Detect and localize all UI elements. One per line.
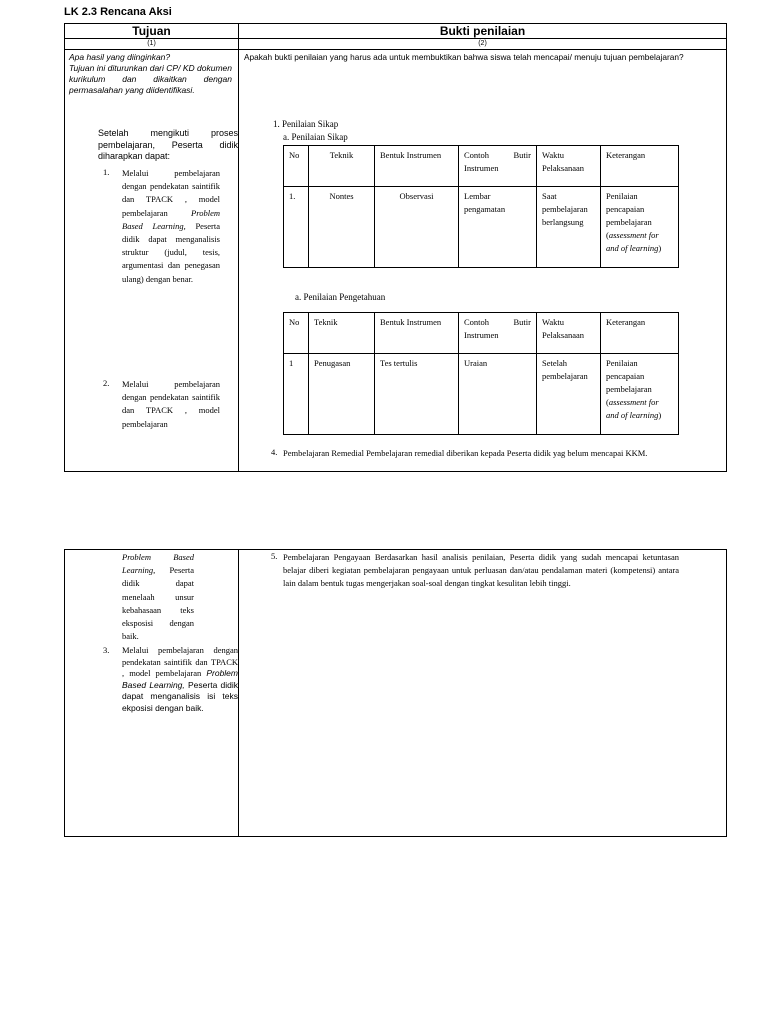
section-1a-heading: a. Penilaian Sikap	[283, 132, 348, 142]
pengetahuan-header-bentuk: Bentuk Instrumen	[375, 313, 459, 354]
pengetahuan-no: 1	[284, 354, 309, 435]
sikap-header-no: No	[284, 146, 309, 187]
item-3-model: Problem Based Learning,	[122, 668, 238, 690]
sikap-header-ket: Keterangan	[601, 146, 679, 187]
item-2-rest: , Peserta didik dapat menelaah unsur kebahasaan teks eksposisi dengan baik.	[122, 565, 194, 642]
item-1-rest: , Peserta didik dapat menganalisis struktur (judul, tesis, argumentasi dan penegasan ulang) dengan benar.	[122, 220, 220, 284]
item-5-marker: 5.	[271, 551, 278, 561]
sikap-no: 1.	[284, 187, 309, 268]
pengetahuan-header-teknik: Teknik	[309, 313, 375, 354]
sikap-ket-close: )	[658, 243, 662, 253]
sikap-header-bentuk: Bentuk Instrumen	[375, 146, 459, 187]
bukti-question: Apakah bukti penilaian yang harus ada untuk membuktikan bahwa siswa telah mencapai/ menuju tujuan pembelajaran?	[244, 52, 684, 62]
sikap-teknik: Nontes	[309, 187, 375, 268]
action-plan-table-continued	[64, 549, 727, 837]
pengetahuan-header-contoh: Contoh Butir Instrumen	[459, 313, 537, 354]
tujuan-cell-continued	[65, 550, 239, 837]
bukti-cell-continued	[239, 550, 727, 837]
pengetahuan-row	[284, 354, 679, 435]
pengetahuan-ket-italic: assessment for and of learning	[606, 397, 659, 420]
sikap-row	[284, 187, 679, 268]
tujuan-cell	[65, 50, 239, 472]
sikap-header-teknik: Teknik	[309, 146, 375, 187]
item-1-marker: 1.	[103, 167, 110, 177]
pengetahuan-waktu: Setelah pembelajaran	[537, 354, 601, 435]
pengetahuan-table	[283, 312, 679, 435]
item-1-model: Problem Based Learning	[122, 207, 220, 231]
sikap-ket-italic: assessment for and of learning	[606, 230, 659, 253]
column-number-1: (1)	[65, 39, 239, 50]
header-bukti-penilaian: Bukti penilaian	[239, 24, 727, 39]
section-1-heading: 1. Penilaian Sikap	[273, 119, 339, 129]
pengetahuan-contoh: Uraian	[459, 354, 537, 435]
sikap-bentuk: Observasi	[375, 187, 459, 268]
sikap-table	[283, 145, 679, 268]
sikap-waktu: Saat pembelajaran berlangsung	[537, 187, 601, 268]
pengetahuan-ket-close: )	[658, 410, 662, 420]
pengetahuan-teknik: Penugasan	[309, 354, 375, 435]
item-3-text: Melalui pembelajaran dengan pendekatan saintifik dan TPACK , model pembelajaran	[122, 645, 238, 679]
action-plan-table	[64, 23, 727, 472]
tujuan-item-3	[122, 645, 238, 715]
tujuan-item-2: Melalui pembelajaran dengan pendekatan saintifik dan TPACK , model pembelajaran	[122, 379, 220, 429]
pengetahuan-header-no: No	[284, 313, 309, 354]
tujuan-question: Apa hasil yang diinginkan?	[69, 52, 171, 62]
tujuan-intro: Setelah mengikuti proses pembelajaran, Peserta didik diharapkan dapat:	[98, 128, 238, 161]
bukti-item-5: Pembelajaran Pengayaan Berdasarkan hasil analisis penilaian, Peserta didik yang sudah mencapai ketuntasan belajar diberi kegiatan pembelajaran pengayaan untuk perluasan dan/atau pendalaman materi (kompetensi) antara lain dalam bentuk tugas mengerjakan soal-soal dengan tingkat kesulitan lebih tinggi.	[283, 552, 679, 589]
tujuan-item-1	[122, 167, 220, 286]
tujuan-question-desc: Tujuan ini diturunkan dari CP/ KD dokumen kurikulum dan dikaitkan dengan permasalahan yang diidentifikasi.	[69, 63, 232, 95]
bukti-cell	[239, 50, 727, 472]
sikap-header-waktu: Waktu Pelaksanaan	[537, 146, 601, 187]
sikap-keterangan	[601, 187, 679, 268]
item-3-marker: 3.	[103, 645, 110, 655]
bukti-item-4: Pembelajaran Remedial Pembelajaran remedial diberikan kepada Peserta didik yag belum mencapai KKM.	[283, 448, 648, 458]
item-4-marker: 4.	[271, 447, 278, 457]
item-2-marker: 2.	[103, 378, 110, 388]
pengetahuan-keterangan	[601, 354, 679, 435]
header-tujuan: Tujuan	[65, 24, 239, 39]
pengetahuan-header-waktu: Waktu Pelaksanaan	[537, 313, 601, 354]
item-1-text: Melalui pembelajaran dengan pendekatan saintifik dan TPACK , model pembelajaran	[122, 168, 220, 218]
section-2a-heading: a. Penilaian Pengetahuan	[295, 292, 386, 302]
item-3-rest: Peserta didik dapat menganalisis isi teks ekposisi dengan baik.	[122, 679, 238, 713]
pengetahuan-header-ket: Keterangan	[601, 313, 679, 354]
column-number-2: (2)	[239, 39, 727, 50]
sikap-header-contoh: Contoh Butir Instrumen	[459, 146, 537, 187]
pengetahuan-bentuk: Tes tertulis	[375, 354, 459, 435]
sikap-ket-text: Penilaian pencapaian pembelajaran (	[606, 191, 652, 240]
item-2-model: Problem Based Learning	[122, 552, 194, 576]
pengetahuan-ket-text: Penilaian pencapaian pembelajaran (	[606, 358, 652, 407]
tujuan-item-2-continued	[122, 551, 194, 643]
sikap-contoh: Lembar pengamatan	[459, 187, 537, 268]
page-title: LK 2.3 Rencana Aksi	[64, 6, 172, 18]
